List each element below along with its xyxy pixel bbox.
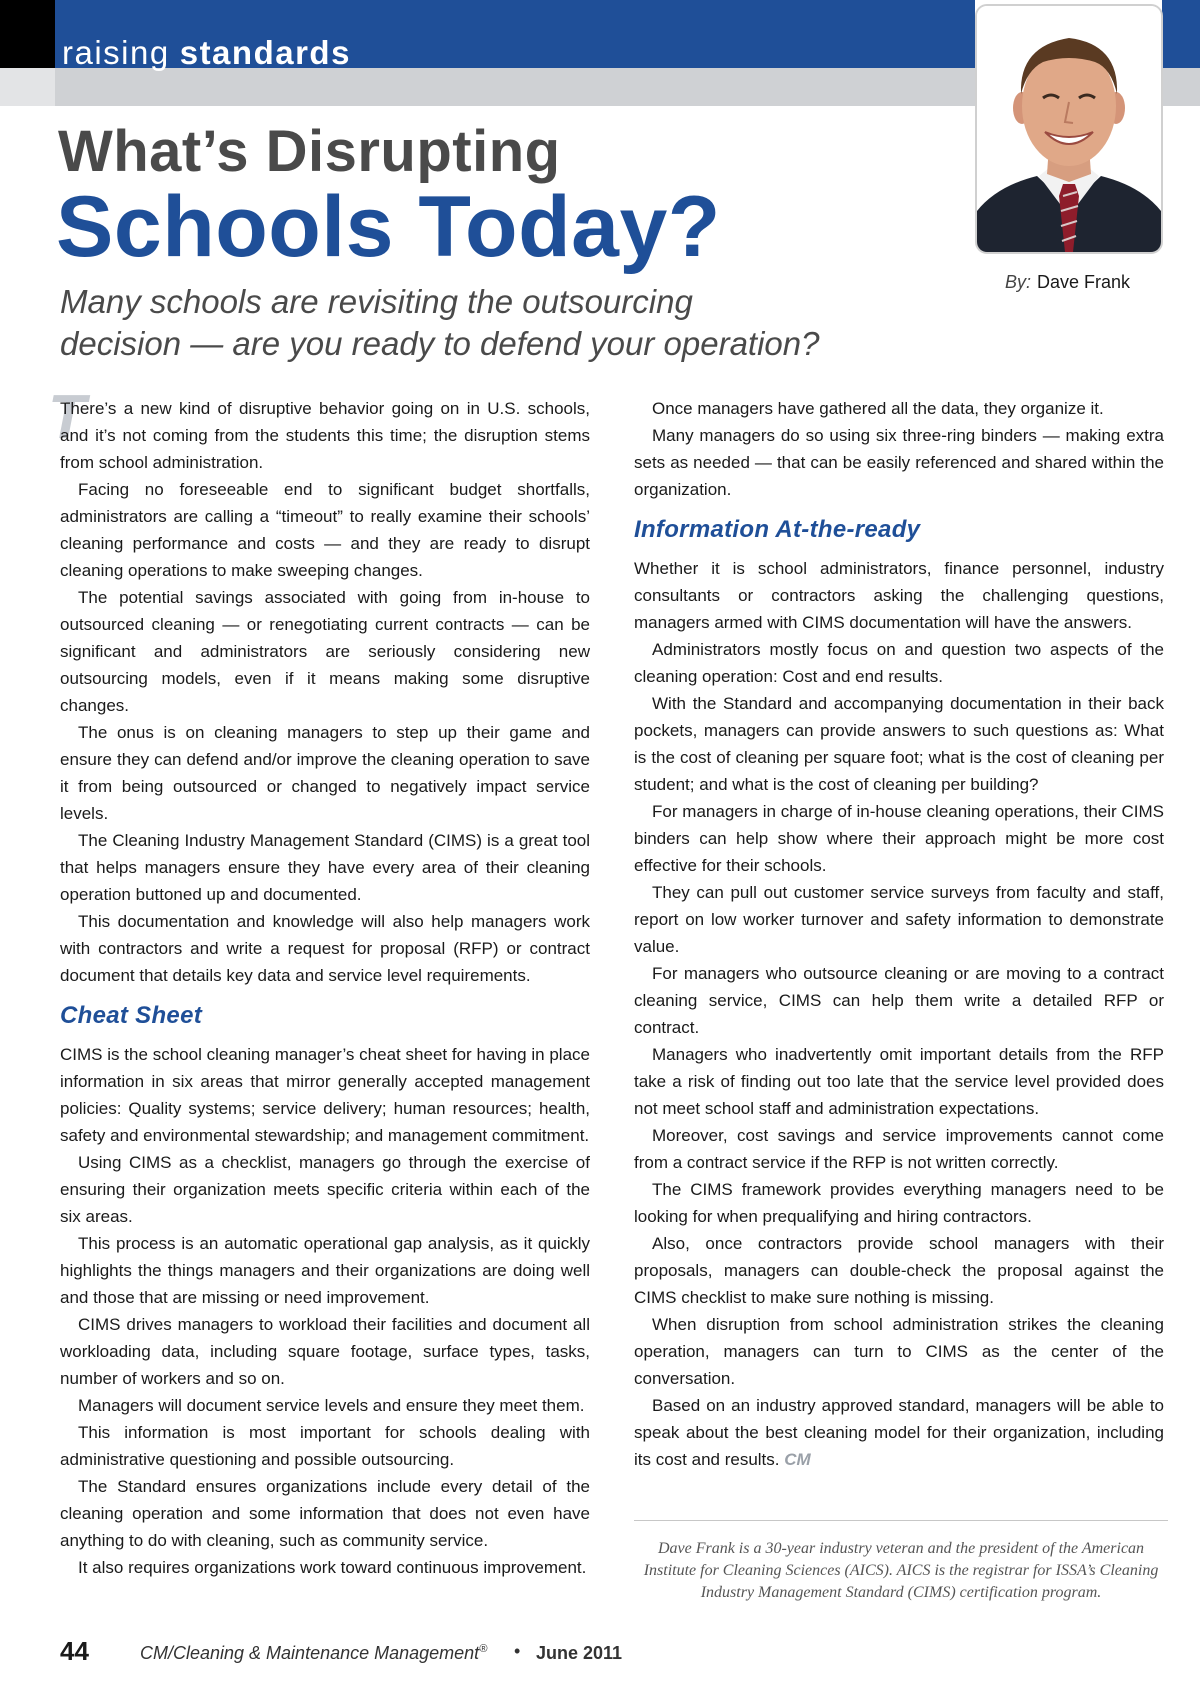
body-paragraph: The Cleaning Industry Management Standard (CIMS) is a great tool that helps managers ensure they have every area of their cleaning operation buttoned up and documented. [60,831,590,904]
drop-cap: T [48,383,86,452]
body-paragraph: Moreover, cost savings and service improvements cannot come from a contract service if the RFP is not written correctly. [634,1126,1164,1172]
publication-name [140,1643,487,1664]
body-paragraph: Facing no foreseeable end to significant budget shortfalls, administrators are calling a “timeout” to really examine their schools’ cleaning performance and costs — and they are ready to disrupt cleaning operations to make sweeping changes. [60,480,590,580]
section-label-bold: standards [179,34,351,71]
body-paragraph: There’s a new kind of disruptive behavior going on in U.S. schools, and it’s not coming from the students this time; the disruption stems from school administration. [60,399,590,472]
registered-mark: ® [479,1643,488,1655]
right-column [634,395,1164,1473]
author-portrait-icon [977,6,1161,252]
publication-title: CM/Cleaning & Maintenance Management [140,1643,480,1663]
deck-line-2: decision — are you ready to defend your operation? [60,325,820,362]
corner-block-light [0,68,55,106]
body-paragraph: The Standard ensures organizations include every detail of the cleaning operation and some information that does not even have anything to do with cleaning, such as community service. [60,1477,590,1550]
headline-line-2: Schools Today? [56,179,721,275]
body-paragraph: For managers in charge of in-house cleaning operations, their CIMS binders can help show where their approach might be more cost effective for their schools. [634,802,1164,875]
left-column [48,383,590,1581]
closing-paragraph-text: Based on an industry approved standard, managers will be able to speak about the best cleaning model for their organization, including its cost and results. [634,1396,1164,1469]
byline [975,272,1130,293]
end-mark: CM [784,1450,811,1469]
body-paragraph: For managers who outsource cleaning or are moving to a contract cleaning service, CIMS can help them write a detailed RFP or contract. [634,964,1164,1037]
author-photo [975,4,1163,254]
body-paragraph: Whether it is school administrators, finance personnel, industry consultants or contractors asking the challenging questions, managers armed with CIMS documentation will have the answers. [634,559,1164,632]
corner-block [0,0,55,68]
section-band-underline [55,68,975,106]
issue-date: June 2011 [536,1643,623,1663]
author-bio: Dave Frank is a 30-year industry veteran and the president of the American Institute for Cleaning Sciences (AICS). AICS is the registrar for ISSA’s Cleaning Industry Management Standard (CIMS) certification program. [643,1540,1159,1601]
body-paragraph: Also, once contractors provide school managers with their proposals, managers can double-check the proposal against the CIMS checklist to make sure nothing is missing. [634,1234,1164,1307]
body-paragraph: This process is an automatic operational gap analysis, as it quickly highlights the things managers and their organizations are doing well and those that are missing or need improvement. [60,1234,590,1307]
section-label-light: raising [62,34,170,71]
body-paragraph: Administrators mostly focus on and question two aspects of the cleaning operation: Cost and end results. [634,640,1164,686]
author-name: Dave Frank [1036,272,1130,292]
body-paragraph: Once managers have gathered all the data, they organize it. [652,399,1104,418]
body-paragraph: With the Standard and accompanying documentation in their back pockets, managers can provide answers to such questions as: What is the cost of cleaning per square foot; what is the cost of cleaning per student; and what is the cost of cleaning per building? [634,694,1164,794]
page-number: 44 [60,1636,89,1666]
body-paragraph: The potential savings associated with going from in-house to outsourced cleaning — or renegotiating current contracts — can be significant and administrators are seriously considering new outsourcing models, even if it means making some disruptive changes. [60,588,590,715]
body-paragraph: CIMS drives managers to workload their facilities and document all workloading data, including square footage, surface types, tasks, number of workers and so on. [60,1315,590,1388]
body-paragraph: When disruption from school administration strikes the cleaning operation, managers can turn to CIMS as the center of the conversation. [634,1315,1164,1388]
body-paragraph: Managers will document service levels and ensure they meet them. [78,1396,585,1415]
body-paragraph: Many managers do so using six three-ring binders — making extra sets as needed — that can be easily referenced and shared within the organization. [634,426,1164,499]
body-paragraph: It also requires organizations work toward continuous improvement. [78,1558,587,1577]
body-paragraph: They can pull out customer service surveys from faculty and staff, report on low worker turnover and safety information to demonstrate value. [634,883,1164,956]
body-paragraph: Managers who inadvertently omit important details from the RFP take a risk of finding out too late that the service level provided does not meet school staff and administration expectations. [634,1045,1164,1118]
lead-paragraph-wrap [48,383,590,476]
subheading-information-at-the-ready: Information At-the-ready [634,516,921,543]
closing-paragraph [634,1392,1164,1473]
bio-divider [634,1520,1168,1521]
body-paragraph: CIMS is the school cleaning manager’s cheat sheet for having in place information in six areas that mirror generally accepted management policies: Quality systems; service delivery; human resources; health, safety and environmental stewardship; and management commitment. [60,1045,590,1145]
subheading-cheat-sheet: Cheat Sheet [60,1002,203,1029]
deck-line-1: Many schools are revisiting the outsourcing [60,283,693,320]
body-paragraph: The CIMS framework provides everything managers need to be looking for when prequalifying and hiring contractors. [634,1180,1164,1226]
headline-line-1: What’s Disrupting [58,119,561,184]
footer-separator: • [514,1641,521,1661]
section-label [62,36,351,70]
body-paragraph: The onus is on cleaning managers to step up their game and ensure they can defend and/or improve the cleaning operation to save it from being outsourced or changed to negatively impact service levels. [60,723,590,823]
section-band-underline-edge [1162,68,1200,106]
byline-label: By: [1004,272,1031,292]
body-paragraph: This information is most important for schools dealing with administrative questioning and possible outsourcing. [60,1423,590,1469]
section-band-edge [1162,0,1200,68]
body-paragraph: This documentation and knowledge will also help managers work with contractors and write a request for proposal (RFP) or contract document that details key data and service level requirements. [60,912,590,985]
body-paragraph: Using CIMS as a checklist, managers go through the exercise of ensuring their organization meets specific criteria within each of the six areas. [60,1153,590,1226]
deck [60,281,940,365]
